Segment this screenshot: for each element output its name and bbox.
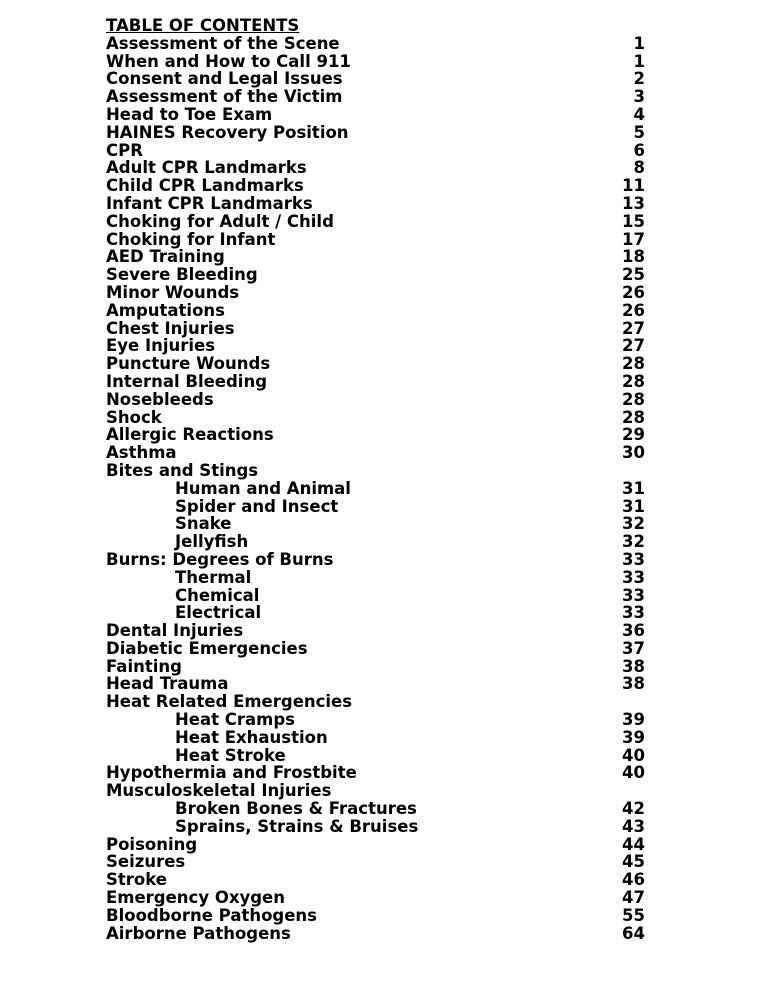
toc-entry-page-number: 28: [622, 371, 645, 391]
toc-entry: [0, 391, 768, 409]
toc-entry-page-number: 11: [622, 176, 645, 196]
toc-entry-label: Shock: [106, 407, 162, 427]
toc-entry-label: Bites and Stings: [106, 460, 259, 480]
toc-entry-page-number: 39: [622, 727, 645, 747]
toc-entry-label: Assessment of the Scene: [106, 33, 340, 53]
toc-entry-page-number: 28: [622, 407, 645, 427]
toc-subentry: [0, 747, 768, 765]
toc-entry-page-number: 38: [622, 656, 645, 676]
toc-entry-label: Amputations: [106, 300, 225, 320]
toc-entry: [0, 124, 768, 142]
toc-entry-label: Child CPR Landmarks: [106, 176, 304, 196]
toc-entry-label: Internal Bleeding: [106, 371, 268, 391]
toc-entry-page-number: 45: [622, 852, 645, 872]
toc-entry-label: Head to Toe Exam: [106, 104, 273, 124]
toc-entry-label: Snake: [175, 514, 232, 534]
toc-subentry: [0, 498, 768, 516]
toc-entry-label: Seizures: [106, 852, 186, 872]
toc-entry-page-number: 44: [622, 834, 645, 854]
toc-entry-page-number: 13: [622, 193, 645, 213]
toc-entry: [0, 889, 768, 907]
toc-entry-label: Diabetic Emergencies: [106, 638, 308, 658]
toc-entry-page-number: 18: [622, 247, 645, 267]
toc-entry: [0, 284, 768, 302]
toc-entry-page-number: 33: [622, 549, 645, 569]
toc-entry: [0, 320, 768, 338]
toc-entry-page-number: 2: [633, 69, 645, 89]
toc-entry: [0, 231, 768, 249]
toc-entry: [0, 177, 768, 195]
toc-entry-page-number: 8: [633, 158, 645, 178]
toc-entry-label: Emergency Oxygen: [106, 888, 285, 908]
toc-entry-page-number: 33: [622, 603, 645, 623]
toc-subentry: [0, 533, 768, 551]
toc-entry-page-number: 27: [622, 336, 645, 356]
toc-entry-page-number: 15: [622, 211, 645, 231]
toc-entry-page-number: 32: [622, 514, 645, 534]
toc-entry-label: Broken Bones & Fractures: [175, 799, 417, 819]
toc-entry-label: Electrical: [175, 603, 262, 623]
toc-subentry: [0, 587, 768, 605]
toc-entry: [0, 426, 768, 444]
toc-entry: [0, 658, 768, 676]
toc-entry: [0, 640, 768, 658]
toc-entry-page-number: 47: [622, 888, 645, 908]
toc-entry: [0, 675, 768, 693]
toc-entry-label: Airborne Pathogens: [106, 923, 291, 943]
toc-subentry: [0, 729, 768, 747]
toc-entry-label: When and How to Call 911: [106, 51, 351, 71]
toc-subentry: [0, 515, 768, 533]
toc-entry-label: Heat Related Emergencies: [106, 692, 353, 712]
toc-list: [0, 35, 768, 943]
toc-entry-page-number: 36: [622, 621, 645, 641]
toc-entry-label: Bloodborne Pathogens: [106, 905, 318, 925]
toc-entry-label: Dental Injuries: [106, 621, 244, 641]
toc-entry-page-number: 26: [622, 300, 645, 320]
toc-entry-label: CPR: [106, 140, 143, 160]
toc-entry-label: Hypothermia and Frostbite: [106, 763, 357, 783]
toc-entry-page-number: 64: [622, 923, 645, 943]
toc-entry: [0, 355, 768, 373]
toc-entry-page-number: 1: [633, 33, 645, 53]
toc-entry-label: Stroke: [106, 870, 167, 890]
toc-entry-page-number: 17: [622, 229, 645, 249]
toc-entry-page-number: 39: [622, 710, 645, 730]
toc-entry-label: Chest Injuries: [106, 318, 235, 338]
toc-entry-label: Severe Bleeding: [106, 265, 258, 285]
toc-entry-page-number: 25: [622, 265, 645, 285]
toc-entry: [0, 782, 768, 800]
toc-entry-page-number: 40: [622, 745, 645, 765]
toc-entry: [0, 373, 768, 391]
toc-title: TABLE OF CONTENTS: [106, 16, 300, 35]
toc-entry-label: Jellyfish: [175, 532, 249, 552]
toc-subentry: [0, 818, 768, 836]
toc-entry-label: Puncture Wounds: [106, 354, 271, 374]
toc-subentry: [0, 800, 768, 818]
toc-entry-page-number: 32: [622, 532, 645, 552]
toc-entry-page-number: 28: [622, 389, 645, 409]
toc-entry: [0, 925, 768, 943]
toc-entry: [0, 551, 768, 569]
toc-entry: [0, 195, 768, 213]
toc-entry-label: Thermal: [175, 567, 252, 587]
toc-entry-label: Head Trauma: [106, 674, 229, 694]
toc-entry-page-number: 40: [622, 763, 645, 783]
toc-entry-page-number: 38: [622, 674, 645, 694]
toc-entry-label: Spider and Insect: [175, 496, 339, 516]
toc-entry-page-number: 29: [622, 425, 645, 445]
toc-entry-label: Adult CPR Landmarks: [106, 158, 307, 178]
toc-entry-page-number: 33: [622, 585, 645, 605]
toc-entry-label: HAINES Recovery Position: [106, 122, 349, 142]
toc-entry-label: Chemical: [175, 585, 260, 605]
toc-entry-label: Heat Exhaustion: [175, 727, 328, 747]
toc-entry-label: Nosebleeds: [106, 389, 214, 409]
toc-entry-page-number: 55: [622, 905, 645, 925]
toc-entry-page-number: 5: [633, 122, 645, 142]
toc-entry-page-number: 1: [633, 51, 645, 71]
toc-entry-page-number: 33: [622, 567, 645, 587]
toc-entry-label: Burns: Degrees of Burns: [106, 549, 334, 569]
toc-entry: [0, 159, 768, 177]
toc-entry-page-number: 46: [622, 870, 645, 890]
toc-entry-page-number: 3: [633, 87, 645, 107]
toc-entry-page-number: 28: [622, 354, 645, 374]
toc-entry: [0, 70, 768, 88]
toc-entry-page-number: 27: [622, 318, 645, 338]
toc-entry-label: Heat Cramps: [175, 710, 295, 730]
toc-entry-page-number: 37: [622, 638, 645, 658]
toc-entry: [0, 462, 768, 480]
toc-entry: [0, 622, 768, 640]
toc-subentry: [0, 569, 768, 587]
toc-entry-label: Heat Stroke: [175, 745, 286, 765]
toc-entry-page-number: 31: [622, 478, 645, 498]
toc-entry-label: Sprains, Strains & Bruises: [175, 816, 419, 836]
toc-entry: [0, 409, 768, 427]
toc-entry-label: Eye Injuries: [106, 336, 216, 356]
toc-entry-page-number: 30: [622, 443, 645, 463]
toc-entry: [0, 213, 768, 231]
toc-entry: [0, 871, 768, 889]
toc-entry-label: Choking for Adult / Child: [106, 211, 334, 231]
toc-entry: [0, 53, 768, 71]
toc-entry-label: Assessment of the Victim: [106, 87, 343, 107]
toc-entry-label: Allergic Reactions: [106, 425, 274, 445]
toc-entry-label: AED Training: [106, 247, 225, 267]
toc-entry: [0, 907, 768, 925]
toc-entry-page-number: 31: [622, 496, 645, 516]
toc-entry-label: Fainting: [106, 656, 182, 676]
toc-subentry: [0, 711, 768, 729]
toc-entry: [0, 248, 768, 266]
toc-entry: [0, 764, 768, 782]
toc-entry-page-number: 6: [633, 140, 645, 160]
toc-entry-page-number: 42: [622, 799, 645, 819]
toc-entry: [0, 836, 768, 854]
toc-entry-page-number: 43: [622, 816, 645, 836]
toc-entry: [0, 693, 768, 711]
toc-entry-label: Minor Wounds: [106, 282, 240, 302]
toc-entry: [0, 88, 768, 106]
toc-subentry: [0, 604, 768, 622]
toc-entry: [0, 35, 768, 53]
toc-entry: [0, 266, 768, 284]
toc-entry: [0, 302, 768, 320]
toc-entry: [0, 106, 768, 124]
toc-entry-label: Consent and Legal Issues: [106, 69, 343, 89]
toc-entry-label: Human and Animal: [175, 478, 351, 498]
toc-entry-label: Asthma: [106, 443, 177, 463]
toc-entry: [0, 853, 768, 871]
toc-entry-page-number: 4: [633, 104, 645, 124]
toc-entry: [0, 142, 768, 160]
toc-subentry: [0, 480, 768, 498]
toc-entry: [0, 444, 768, 462]
toc-entry-label: Choking for Infant: [106, 229, 276, 249]
toc-entry-label: Musculoskeletal Injuries: [106, 781, 332, 801]
toc-entry: [0, 337, 768, 355]
toc-entry-label: Poisoning: [106, 834, 198, 854]
toc-entry-label: Infant CPR Landmarks: [106, 193, 313, 213]
toc-entry-page-number: 26: [622, 282, 645, 302]
